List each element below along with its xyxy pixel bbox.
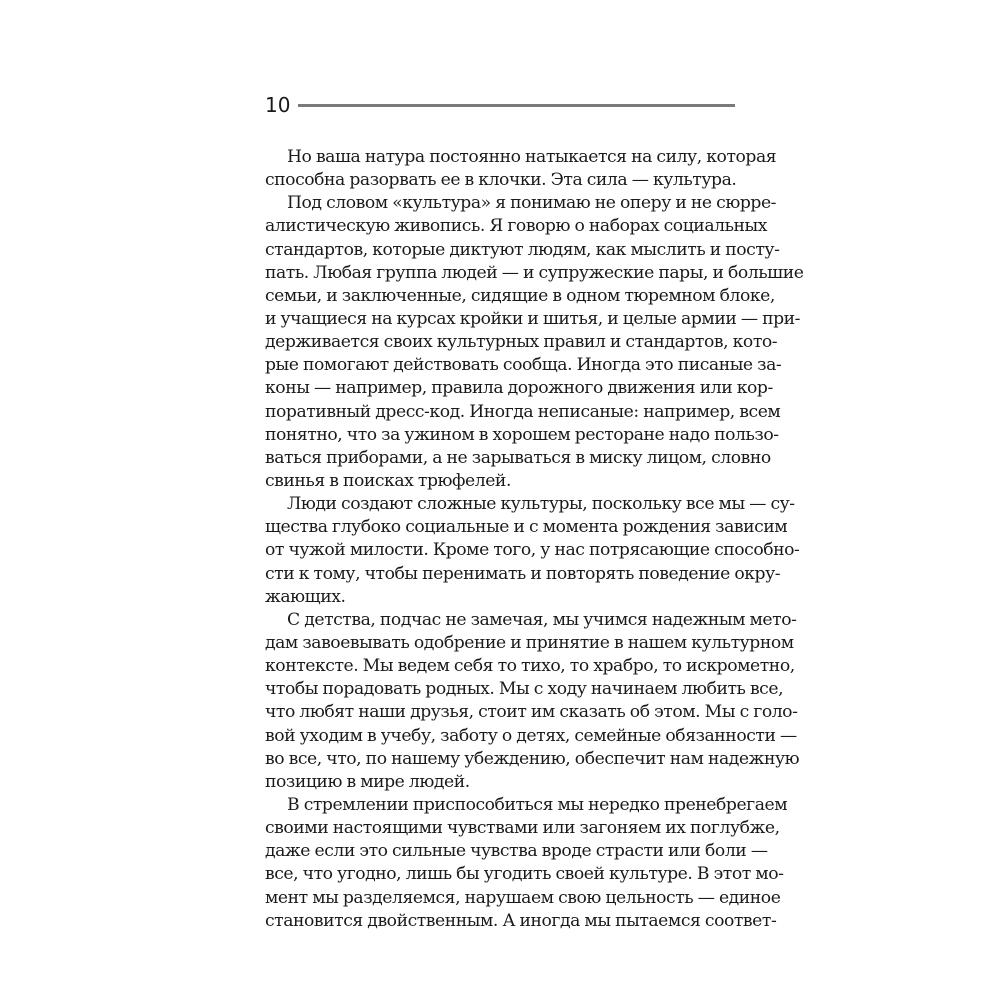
text-line: щества глубоко социальные и с момента рождения зависим	[265, 517, 788, 538]
paragraph	[265, 609, 800, 794]
text-line: держивается своих культурных правил и стандартов, кото-	[265, 332, 778, 353]
header-rule	[298, 104, 735, 107]
text-line: своими настоящими чувствами или загоняем их поглубже,	[265, 818, 780, 839]
text-line: В стремлении приспособиться мы нередко пренебрегаем	[287, 794, 788, 815]
page-number: 10	[265, 93, 291, 117]
text-line: позицию в мире людей.	[265, 771, 470, 792]
text-line: от чужой милости. Кроме того, у нас потрясающие способно-	[265, 540, 800, 561]
text-line: дам завоевывать одобрение и принятие в нашем культурном	[265, 632, 794, 653]
text-line: семьи, и заключенные, сидящие в одном тюремном блоке,	[265, 285, 775, 306]
text-line: сти к тому, чтобы перенимать и повторять поведение окру-	[265, 563, 781, 584]
text-line: стандартов, которые диктуют людям, как мыслить и посту-	[265, 239, 780, 260]
text-line: Под словом «культура» я понимаю не оперу и не сюрре-	[287, 193, 777, 214]
paragraph	[265, 794, 788, 933]
text-line: вой уходим в учебу, заботу о детях, семейные обязанности —	[265, 725, 797, 746]
text-line: рые помогают действовать сообща. Иногда это писаные за-	[265, 355, 782, 376]
text-line: жающих.	[265, 586, 346, 607]
text-line: свинья в поисках трюфелей.	[265, 470, 511, 491]
text-line: алистическую живопись. Я говорю о наборах социальных	[265, 216, 767, 237]
body-text	[265, 146, 804, 933]
text-line: все, что угодно, лишь бы угодить своей культуре. В этот мо-	[265, 864, 784, 885]
text-line: понятно, что за ужином в хорошем ресторане надо пользо-	[265, 424, 779, 445]
text-line: контексте. Мы ведем себя то тихо, то храбро, то искрометно,	[265, 656, 795, 677]
text-line: мент мы разделяемся, нарушаем свою цельность — единое	[265, 887, 781, 908]
paragraph	[265, 493, 800, 609]
paragraph	[265, 192, 804, 493]
paragraph	[265, 146, 777, 192]
text-line: чтобы порадовать родных. Мы с ходу начинаем любить все,	[265, 679, 784, 700]
text-line: Но ваша натура постоянно натыкается на силу, которая	[287, 147, 777, 167]
text-line: ваться приборами, а не зарываться в миску лицом, словно	[265, 447, 771, 468]
text-line: даже если это сильные чувства вроде страсти или боли —	[265, 841, 768, 862]
text-line: способна разорвать ее в клочки. Эта сила — культура.	[265, 170, 737, 191]
text-line: и учащиеся на курсах кройки и шитья, и целые армии — при-	[265, 308, 801, 329]
text-line: коны — например, правила дорожного движения или кор-	[265, 378, 773, 399]
text-line: поративный дресс-код. Иногда неписаные: например, всем	[265, 401, 781, 422]
text-line: С детства, подчас не замечая, мы учимся надежным мето-	[287, 609, 797, 630]
text-line: становится двойственным. А иногда мы пытаемся соответ-	[265, 910, 777, 931]
text-line: что любят наши друзья, стоит им сказать об этом. Мы с голо-	[265, 702, 798, 723]
page-header	[265, 92, 735, 118]
text-line: во все, что, по нашему убеждению, обеспечит нам надежную	[265, 748, 800, 769]
text-line: Люди создают сложные культуры, поскольку все мы — су-	[287, 494, 795, 515]
text-line: пать. Любая группа людей — и супружеские пары, и большие	[265, 262, 804, 283]
